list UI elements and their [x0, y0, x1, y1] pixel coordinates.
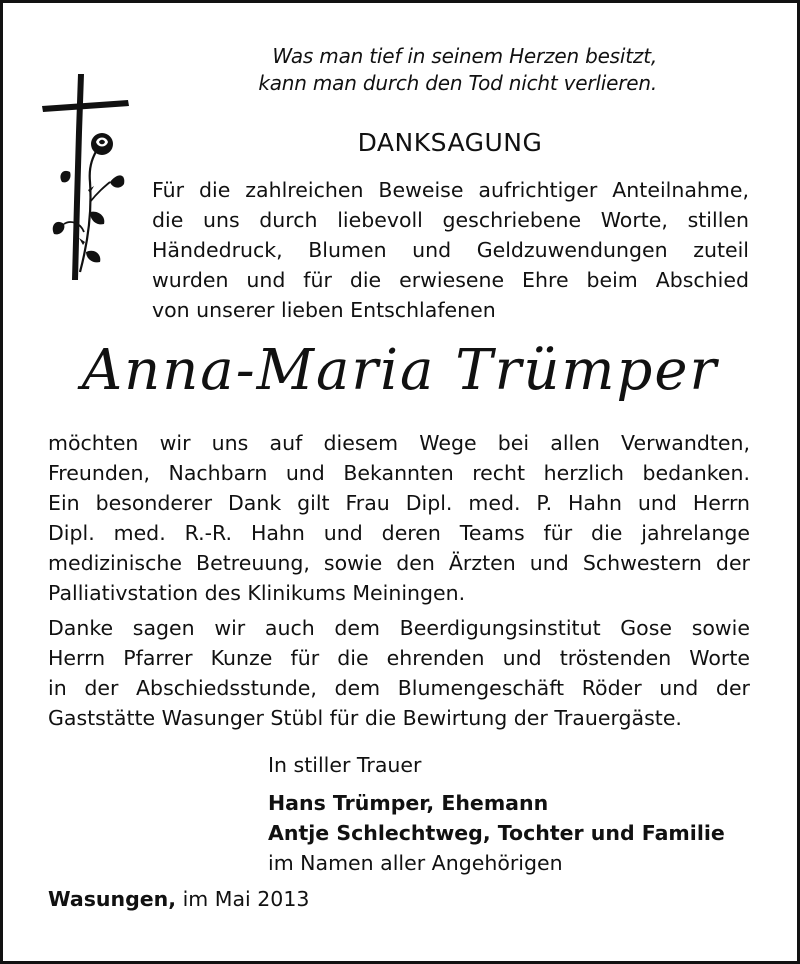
- place-date: im Mai 2013: [176, 887, 310, 911]
- additional-thanks-paragraph: [48, 613, 750, 733]
- text-line: Freunden, Nachbarn und Bekannten recht herzlich bedanken.: [48, 461, 750, 485]
- heading-title: DANKSAGUNG: [357, 128, 543, 157]
- text-line: in der Abschiedsstunde, dem Blumengeschäft Röder und der: [48, 676, 750, 700]
- text-line: möchten wir uns auf diesem Wege bei allen Verwandten,: [48, 431, 750, 455]
- text-line: Für die zahlreichen Beweise aufrichtiger Anteilnahme,: [152, 178, 749, 202]
- place-and-date: [48, 887, 309, 911]
- text-line: Gaststätte Wasunger Stübl für die Bewirtung der Trauergäste.: [48, 706, 682, 730]
- text-line: Herrn Pfarrer Kunze für die ehrenden und tröstenden Worte: [48, 646, 750, 670]
- deceased-name: Anna-Maria Trümper: [81, 338, 719, 403]
- quote-line: Was man tief in seinem Herzen besitzt,: [272, 44, 657, 68]
- text-line: von unserer lieben Entschlafenen: [152, 298, 496, 322]
- text-line: Händedruck, Blumen und Geldzuwendungen zuteil: [152, 238, 749, 262]
- mourning-line: In stiller Trauer: [268, 753, 422, 777]
- signatory-husband: Hans Trümper, Ehemann: [268, 791, 549, 815]
- text-line: wurden und für die erwiesene Ehre beim Abschied: [152, 268, 749, 292]
- quote-line: kann man durch den Tod nicht verlieren.: [258, 71, 657, 95]
- text-line: medizinische Betreuung, sowie den Ärzten und Schwestern der: [48, 551, 750, 575]
- signatory-daughter: Antje Schlechtweg, Tochter und Familie: [268, 821, 725, 845]
- place-city: Wasungen,: [48, 887, 177, 911]
- cross-with-rose-icon: [40, 72, 130, 282]
- signature-footer: im Namen aller Angehörigen: [268, 851, 563, 875]
- thanks-paragraph: [48, 428, 750, 608]
- text-line: die uns durch liebevoll geschriebene Worte, stillen: [152, 208, 749, 232]
- epigraph-quote: [200, 43, 657, 97]
- text-line: Dipl. med. R.-R. Hahn und deren Teams für die jahrelange: [48, 521, 750, 545]
- intro-paragraph: [152, 175, 749, 325]
- text-line: Palliativstation des Klinikums Meiningen.: [48, 581, 466, 605]
- text-line: Danke sagen wir auch dem Beerdigungsinstitut Gose sowie: [48, 616, 750, 640]
- text-line: Ein besonderer Dank gilt Frau Dipl. med. P. Hahn und Herrn: [48, 491, 750, 515]
- signature-block: [268, 750, 725, 878]
